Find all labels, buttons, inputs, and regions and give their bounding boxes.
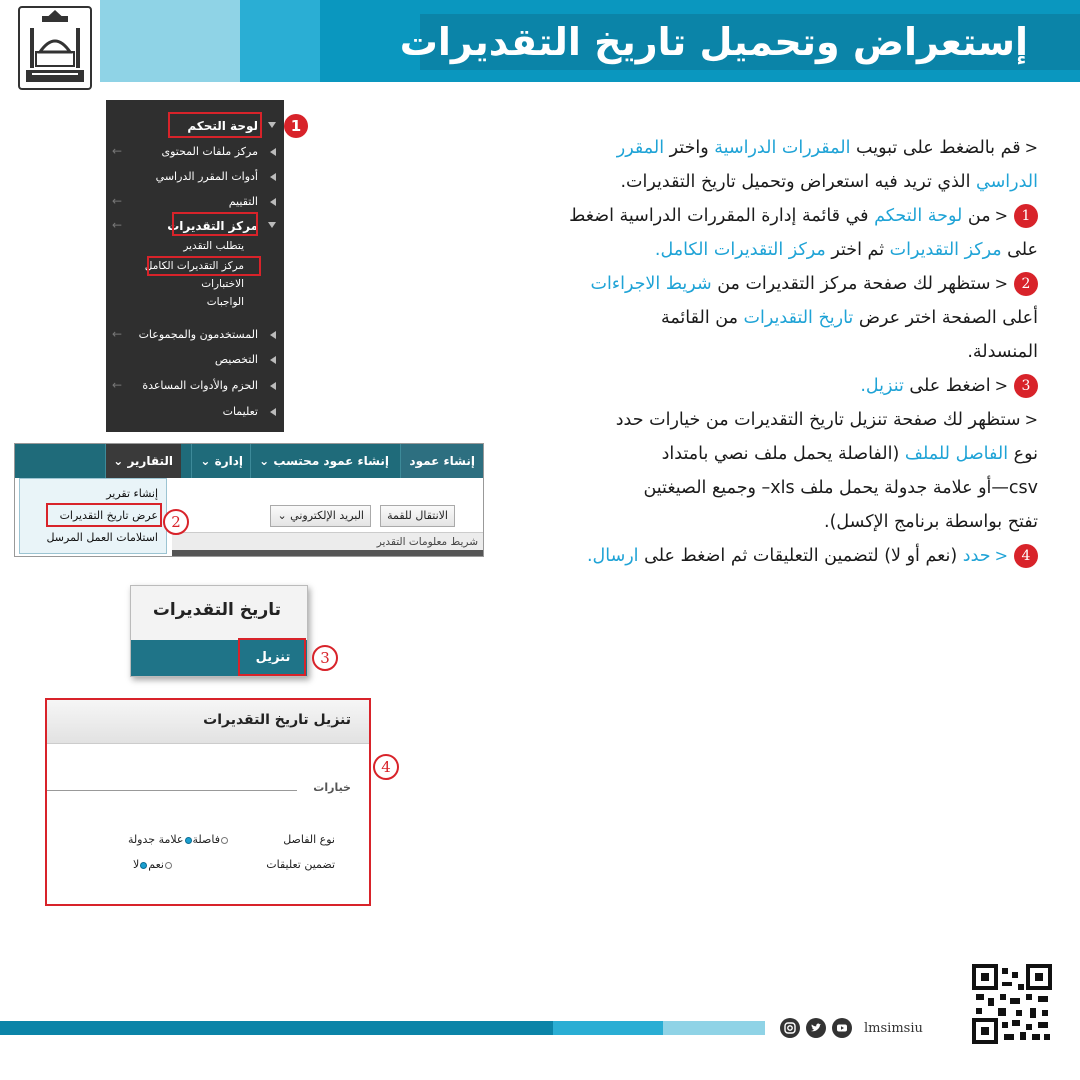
sidebar-item-grade-center[interactable]: مركز التقديرات [167, 219, 258, 233]
create-calculated-column-button[interactable]: إنشاء عمود محتسب ⌄ [250, 444, 397, 478]
step-3-line-4: csv—أو علامة جدولة يحمل ملف xls– وجميع الصيغتين [643, 478, 1038, 498]
manage-button[interactable]: إدارة ⌄ [191, 444, 251, 478]
sidebar-item-evaluation[interactable]: التقييم [228, 195, 258, 208]
chevron-left-icon: < [994, 206, 1008, 225]
comments-label: تضمين تعليقات [266, 858, 335, 871]
jump-to-top-button[interactable]: الانتقال للقمة [380, 505, 455, 527]
chevron-right-icon [270, 198, 276, 206]
sidebar-item-course-tools[interactable]: أدوات المقرر الدراسي [155, 170, 258, 183]
section-divider [47, 790, 297, 791]
university-logo-icon [18, 6, 92, 90]
radio-comma[interactable] [221, 837, 228, 844]
sidebar-item-users-groups[interactable]: المستخدمون والمجموعات [138, 328, 258, 341]
comments-options: نعملا [133, 858, 173, 871]
social-handle: lmsimsiu [864, 1020, 923, 1036]
grid-header-strip [172, 550, 484, 557]
footer-bar-light [663, 1021, 765, 1035]
email-button[interactable]: البريد الإلكتروني ⌄ [270, 505, 371, 527]
chevron-down-icon [268, 122, 276, 128]
youtube-icon[interactable] [832, 1018, 852, 1038]
marker-4-badge: 4 [373, 754, 399, 780]
chevron-right-icon [270, 148, 276, 156]
dash-icon: ← [112, 378, 123, 392]
chevron-right-icon [270, 356, 276, 364]
radio-tab[interactable] [185, 837, 192, 844]
marker-3-badge: 3 [312, 645, 338, 671]
dash-icon: ← [112, 194, 123, 208]
footer-bar-dark [0, 1021, 553, 1035]
chevron-right-icon [270, 331, 276, 339]
chevron-right-icon [270, 173, 276, 181]
header-accent-light [100, 0, 240, 82]
marker-2-badge: 2 [163, 509, 189, 535]
download-grade-history-panel [45, 698, 371, 906]
chevron-down-icon: ⌄ [113, 454, 124, 468]
step-3-badge: 3 [1014, 374, 1038, 398]
sidebar-item-needs-grading[interactable]: يتطلب التقدير [183, 240, 244, 252]
marker-1-badge: 1 [284, 114, 308, 138]
highlight-box-full-grade-center [144, 256, 261, 276]
delimiter-label: نوع الفاصل [283, 833, 335, 846]
chevron-left-icon: < [994, 546, 1008, 565]
social-links [780, 1018, 923, 1038]
sidebar-item-control-panel[interactable]: لوحة التحكم [187, 119, 258, 133]
step-3-line-5: تفتح بواسطة برنامج الإكسل). [824, 512, 1038, 532]
highlight-box-view-grade-history [46, 503, 162, 527]
menu-item-submitted-work[interactable]: استلامات العمل المرسل [46, 531, 158, 544]
options-section-label: خيارات [313, 781, 351, 794]
step-1-line-1: 1<من لوحة التحكم في قائمة إدارة المقررات الدراسية اضغط [569, 200, 1038, 232]
step-3-line-3: نوع الفاصل للملف (الفاصلة يحمل ملف نصي بامتداد [661, 444, 1038, 464]
dash-icon: ← [112, 327, 123, 341]
delimiter-options: فاصلةعلامة جدولة [128, 833, 229, 846]
sidebar-item-help[interactable]: تعليمات [222, 405, 258, 418]
chevron-left-icon: < [1024, 138, 1038, 157]
chevron-right-icon [270, 382, 276, 390]
footer-bar-mid [553, 1021, 663, 1035]
create-column-button[interactable]: إنشاء عمود [400, 444, 483, 478]
chevron-down-icon: ⌄ [200, 454, 211, 468]
grade-center-action-bar-screenshot [14, 443, 484, 557]
highlight-box-download [238, 638, 306, 676]
radio-yes[interactable] [165, 862, 172, 869]
qr-code-icon[interactable] [972, 964, 1052, 1044]
sidebar-item-content-collection[interactable]: مركز ملفات المحتوى [161, 145, 258, 158]
step-4-line-1: 4<حدد (نعم أو لا) لتضمين التعليقات ثم اضغط على ارسال. [587, 540, 1038, 572]
sidebar-item-full-grade-center[interactable]: مركز التقديرات الكامل [144, 260, 244, 272]
step-2-badge: 2 [1014, 272, 1038, 296]
grade-history-title: تاريخ التقديرات [152, 600, 281, 620]
page-title: إستعراض وتحميل تاريخ التقديرات [399, 20, 1028, 64]
sidebar-item-tests[interactable]: الاختبارات [201, 278, 244, 290]
sidebar-item-customization[interactable]: التخصيص [214, 353, 258, 366]
step-2-line-1: 2<ستظهر لك صفحة مركز التقديرات من شريط الاجراءات [591, 268, 1038, 300]
header-accent-mid [240, 0, 320, 82]
step-1-line-2: على مركز التقديرات ثم اختر مركز التقديرات الكامل. [654, 240, 1038, 260]
intro-line-1: <قم بالضغط على تبويب المقررات الدراسية واختر المقرر [617, 132, 1038, 164]
chevron-down-icon [268, 222, 276, 228]
chevron-left-icon: < [994, 274, 1008, 293]
chevron-left-icon: < [994, 376, 1008, 395]
chevron-down-icon: ⌄ [277, 509, 287, 522]
chevron-down-icon: ⌄ [259, 454, 270, 468]
sidebar-item-assignments[interactable]: الواجبات [206, 296, 244, 308]
twitter-icon[interactable] [806, 1018, 826, 1038]
chevron-left-icon: < [1024, 410, 1038, 429]
step-2-line-2: أعلى الصفحة اختر عرض تاريخ التقديرات من القائمة [660, 308, 1038, 328]
sidebar-item-packages-utilities[interactable]: الحزم والأدوات المساعدة [142, 379, 258, 392]
instagram-icon[interactable] [780, 1018, 800, 1038]
grade-info-bar: شريط معلومات التقدير [172, 532, 484, 550]
menu-item-create-report[interactable]: إنشاء تقرير [106, 487, 158, 500]
step-3-line-2: <ستظهر لك صفحة تنزيل تاريخ التقديرات من خيارات حدد [616, 404, 1038, 436]
reports-button[interactable]: التقارير ⌄ [105, 444, 181, 478]
chevron-right-icon [270, 408, 276, 416]
highlight-box-control-panel [168, 112, 262, 138]
dash-icon: ← [112, 144, 123, 158]
intro-line-2: الدراسي الذي تريد فيه استعراض وتحميل تاريخ التقديرات. [620, 172, 1038, 192]
panel-title: تنزيل تاريخ التقديرات [203, 712, 351, 728]
radio-no[interactable] [140, 862, 147, 869]
step-2-line-3: المنسدلة. [967, 342, 1038, 362]
step-1-badge: 1 [1014, 204, 1038, 228]
step-4-badge: 4 [1014, 544, 1038, 568]
download-button[interactable]: تنزيل [255, 650, 291, 665]
step-3-line-1: 3<اضغط على تنزيل. [860, 370, 1038, 402]
menu-item-view-grade-history[interactable]: عرض تاريخ التقديرات [59, 509, 158, 522]
highlight-box-grade-center [172, 212, 258, 236]
dash-icon: ← [112, 218, 123, 232]
